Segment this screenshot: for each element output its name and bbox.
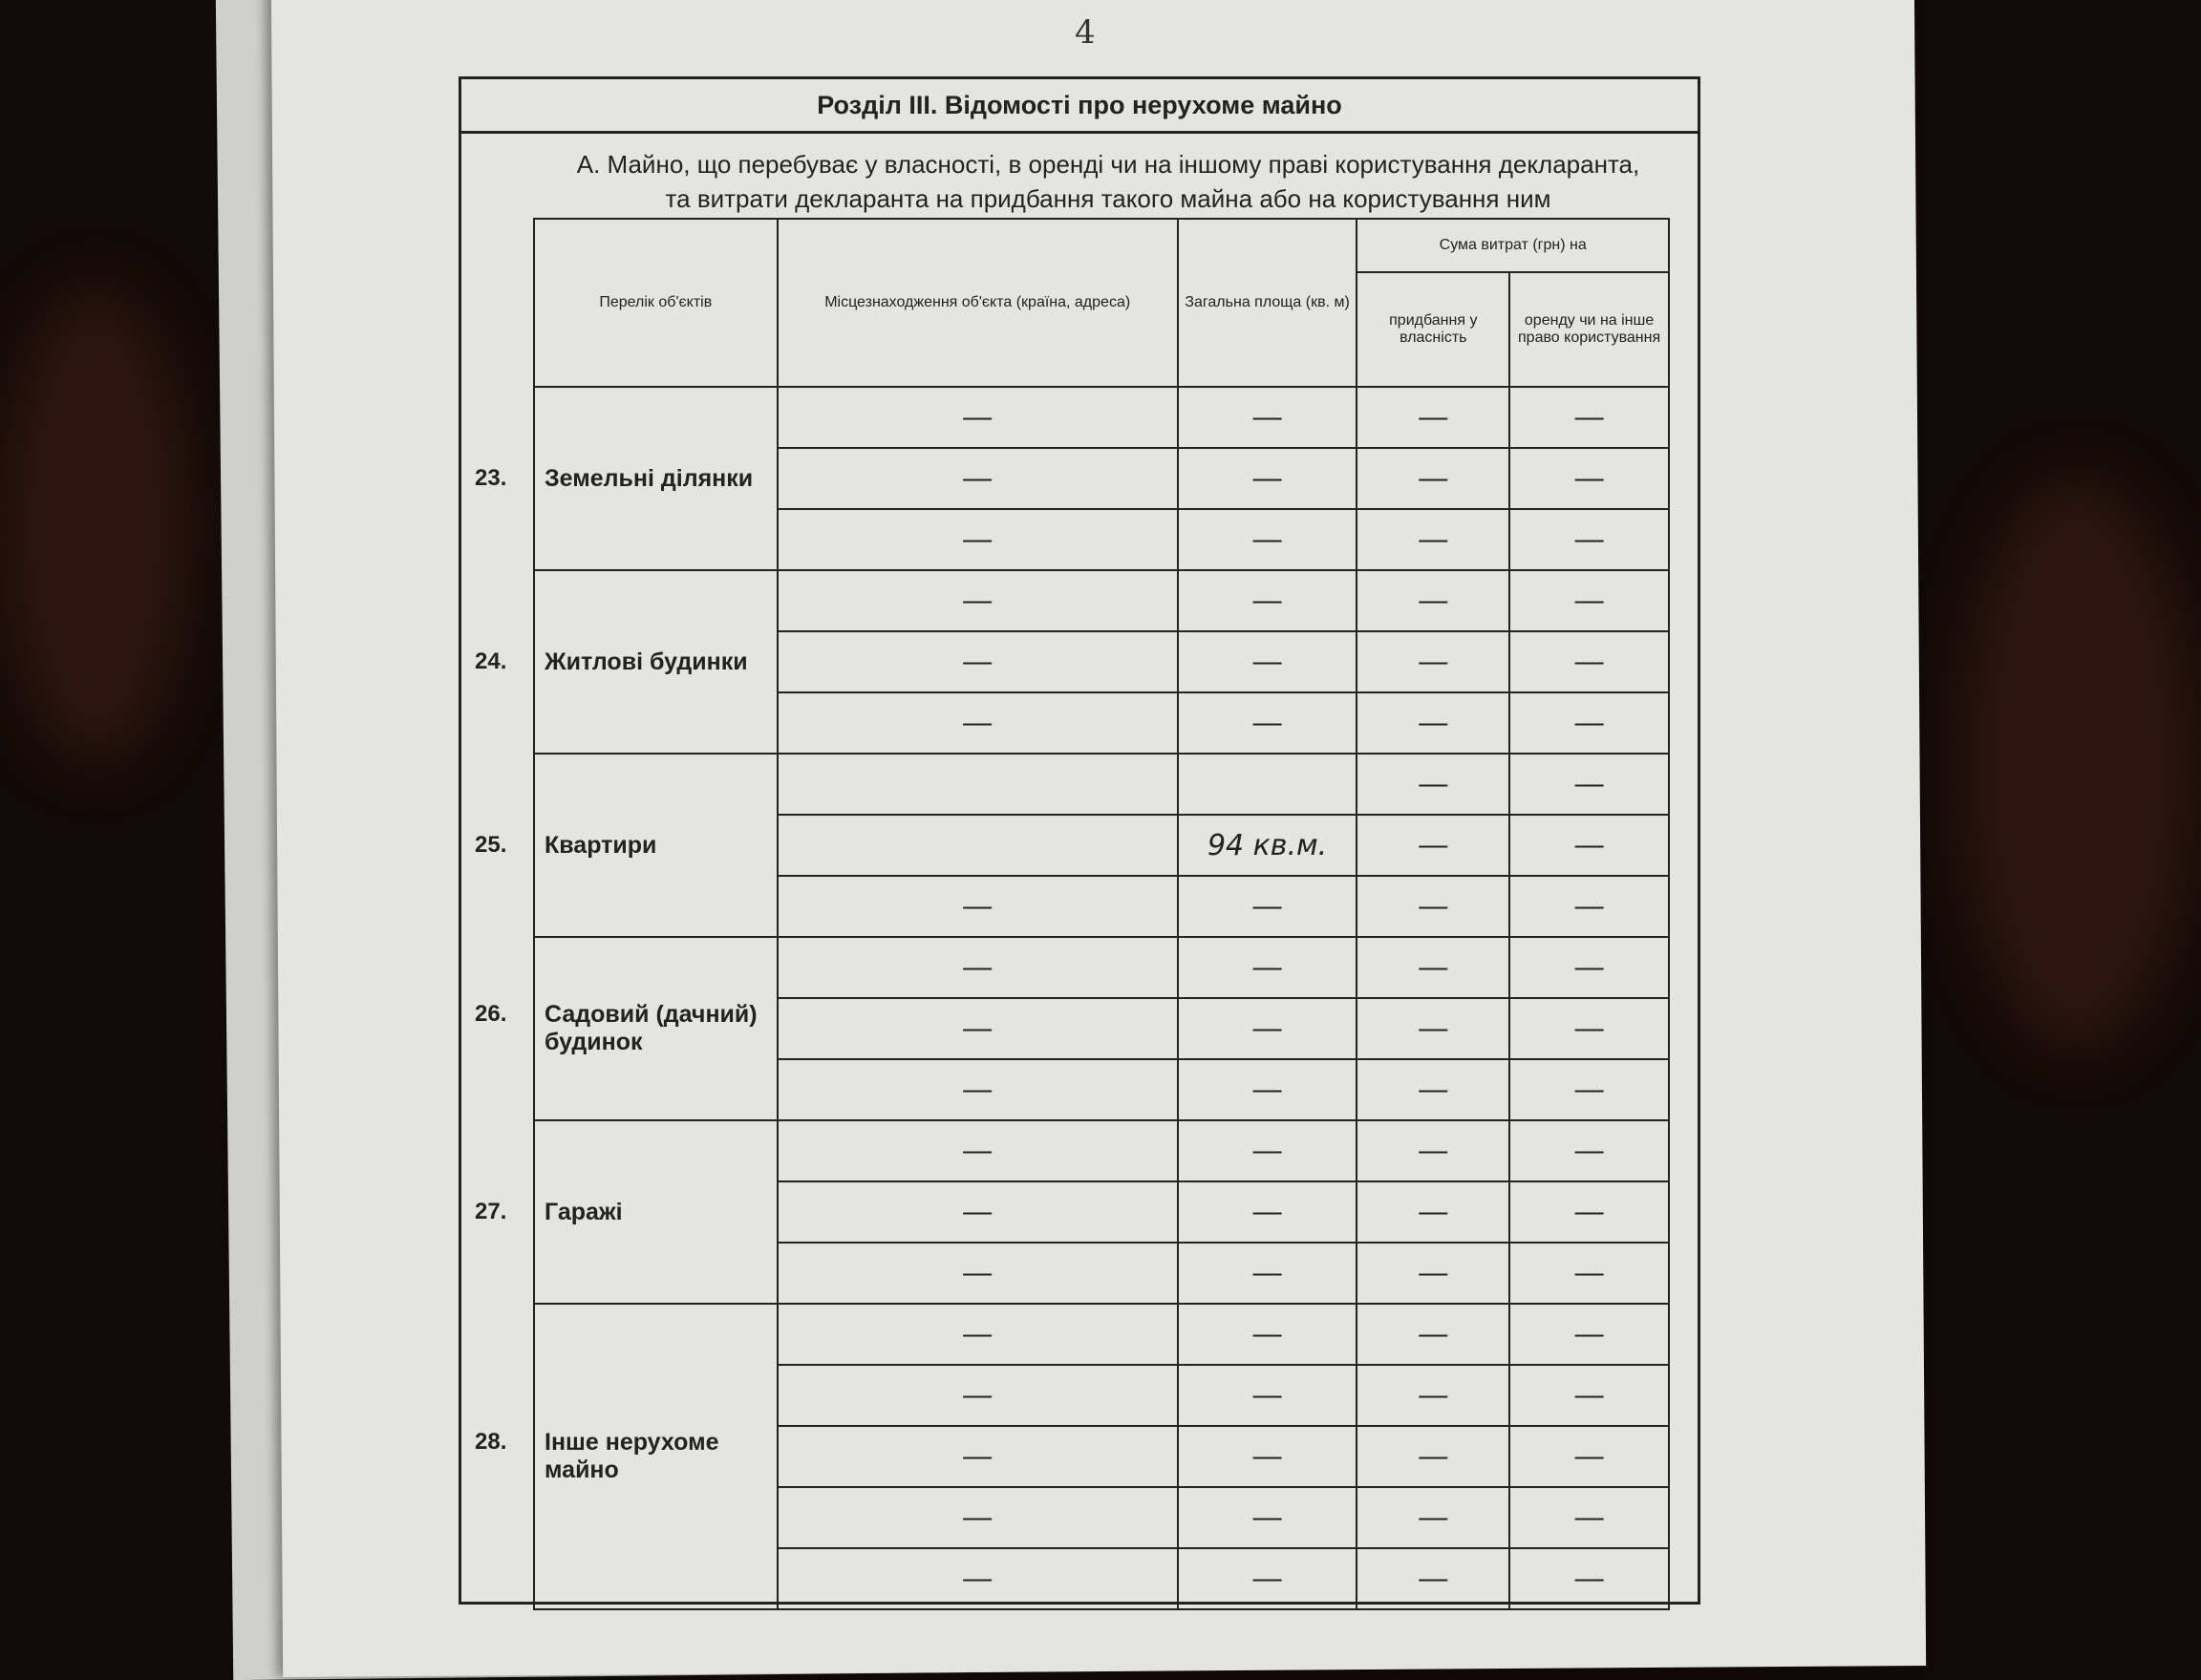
handwritten-dash: — <box>1574 1379 1604 1411</box>
rent-cell <box>1509 631 1669 692</box>
rent-cell <box>1509 387 1669 448</box>
area-cell <box>1178 876 1357 937</box>
handwritten-dash: — <box>963 1501 993 1533</box>
area-cell <box>1178 754 1357 815</box>
rent-cell <box>1509 998 1669 1059</box>
location-cell <box>778 1059 1178 1120</box>
handwritten-dash: — <box>1574 1257 1604 1288</box>
rent-cell <box>1509 1181 1669 1243</box>
subsection-title <box>461 134 1698 216</box>
location-cell <box>778 1426 1178 1487</box>
handwritten-dash: — <box>963 462 993 494</box>
handwritten-dash: — <box>1252 523 1282 555</box>
page-number: 4 <box>1075 13 1096 52</box>
area-cell <box>1178 1487 1357 1548</box>
handwritten-dash: — <box>1419 1074 1448 1105</box>
subsection-title-line1: А. Майно, що перебуває у власності, в оренді чи на іншому праві користування декларанта, <box>576 150 1640 179</box>
handwritten-dash: — <box>1574 768 1604 799</box>
table-row <box>534 937 1669 998</box>
location-cell <box>778 448 1178 509</box>
rent-cell <box>1509 876 1669 937</box>
handwritten-dash: — <box>1419 1501 1448 1533</box>
handwritten-dash: — <box>1574 1196 1604 1227</box>
handwritten-dash: — <box>1574 890 1604 922</box>
header-objects: Перелік об'єктів <box>534 219 778 387</box>
handwritten-dash: — <box>963 401 993 433</box>
handwritten-dash: — <box>1574 1563 1604 1594</box>
handwritten-dash: — <box>1252 1440 1282 1472</box>
handwritten-dash: — <box>1574 1135 1604 1166</box>
category-cell <box>475 387 778 570</box>
area-cell <box>1178 1365 1357 1426</box>
handwritten-dash: — <box>1419 1318 1448 1350</box>
location-cell <box>778 570 1178 631</box>
handwritten-dash: — <box>1419 768 1448 799</box>
location-cell <box>778 754 1178 815</box>
location-cell <box>778 1243 1178 1304</box>
background <box>0 287 191 764</box>
handwritten-dash: — <box>963 1196 993 1227</box>
section-title: Розділ ІІІ. Відомості про нерухоме майно <box>461 79 1698 134</box>
rent-cell <box>1509 1059 1669 1120</box>
handwritten-dash: — <box>963 1318 993 1350</box>
handwritten-dash: — <box>963 707 993 738</box>
header-purchase: придбання у власність <box>1357 272 1509 387</box>
handwritten-dash: — <box>1419 1257 1448 1288</box>
handwritten-dash: — <box>1252 1501 1282 1533</box>
handwritten-dash: — <box>1574 707 1604 738</box>
purchase-cell <box>1357 1304 1509 1365</box>
header-location: Місцезнаходження об'єкта (країна, адреса) <box>778 219 1178 387</box>
rent-cell <box>1509 1426 1669 1487</box>
location-cell <box>778 1548 1178 1609</box>
location-cell <box>778 998 1178 1059</box>
rent-cell <box>1509 1487 1669 1548</box>
handwritten-dash: — <box>963 1074 993 1105</box>
handwritten-dash: — <box>963 1257 993 1288</box>
purchase-cell <box>1357 1365 1509 1426</box>
handwritten-dash: — <box>1252 890 1282 922</box>
category-cell <box>475 570 778 754</box>
handwritten-dash: — <box>1419 1379 1448 1411</box>
rent-cell <box>1509 1120 1669 1181</box>
location-cell <box>778 387 1178 448</box>
handwritten-dash: — <box>1574 1318 1604 1350</box>
rent-cell <box>1509 815 1669 876</box>
area-cell <box>1178 692 1357 754</box>
handwritten-dash: — <box>1252 1257 1282 1288</box>
handwritten-value: 94 кв.м. <box>1207 828 1328 862</box>
area-cell <box>1178 1059 1357 1120</box>
handwritten-dash: — <box>1419 523 1448 555</box>
category-cell <box>475 937 778 1120</box>
handwritten-dash: — <box>1419 1135 1448 1166</box>
area-cell <box>1178 815 1357 876</box>
purchase-cell <box>1357 1426 1509 1487</box>
handwritten-dash: — <box>963 1440 993 1472</box>
area-cell <box>1178 1304 1357 1365</box>
category-number: 27. <box>475 1198 507 1224</box>
purchase-cell <box>1357 631 1509 692</box>
table-row <box>534 754 1669 815</box>
handwritten-dash: — <box>1574 401 1604 433</box>
area-cell <box>1178 509 1357 570</box>
handwritten-dash: — <box>1419 401 1448 433</box>
handwritten-dash: — <box>1574 1501 1604 1533</box>
handwritten-dash: — <box>1252 1135 1282 1166</box>
purchase-cell <box>1357 1548 1509 1609</box>
handwritten-dash: — <box>963 1563 993 1594</box>
area-cell <box>1178 998 1357 1059</box>
category-number: 28. <box>475 1429 507 1455</box>
table-row <box>534 1304 1669 1365</box>
purchase-cell <box>1357 815 1509 876</box>
location-cell <box>778 692 1178 754</box>
header-expenses: Сума витрат (грн) на <box>1357 219 1669 272</box>
category-cell <box>475 1304 778 1609</box>
area-cell <box>1178 570 1357 631</box>
property-table <box>475 218 1670 1610</box>
rent-cell <box>1509 1548 1669 1609</box>
category-label: Житлові будинки <box>545 648 748 675</box>
handwritten-dash: — <box>1419 1012 1448 1044</box>
handwritten-dash: — <box>1574 523 1604 555</box>
category-label: Квартири <box>545 831 657 859</box>
purchase-cell <box>1357 509 1509 570</box>
area-cell <box>1178 1181 1357 1243</box>
purchase-cell <box>1357 1120 1509 1181</box>
area-cell <box>1178 1426 1357 1487</box>
table-body <box>475 387 1669 1609</box>
category-number: 24. <box>475 648 507 674</box>
purchase-cell <box>1357 937 1509 998</box>
handwritten-dash: — <box>1574 1440 1604 1472</box>
purchase-cell <box>1357 754 1509 815</box>
purchase-cell <box>1357 1243 1509 1304</box>
purchase-cell <box>1357 876 1509 937</box>
handwritten-dash: — <box>1252 585 1282 616</box>
handwritten-dash: — <box>1419 829 1448 861</box>
area-cell <box>1178 448 1357 509</box>
area-cell <box>1178 387 1357 448</box>
handwritten-dash: — <box>1574 462 1604 494</box>
location-cell <box>778 815 1178 876</box>
rent-cell <box>1509 937 1669 998</box>
category-label: Земельні ділянки <box>545 464 754 492</box>
purchase-cell <box>1357 570 1509 631</box>
handwritten-dash: — <box>1252 1379 1282 1411</box>
rent-cell <box>1509 1243 1669 1304</box>
table-row <box>534 570 1669 631</box>
handwritten-dash: — <box>1574 829 1604 861</box>
handwritten-dash: — <box>1252 707 1282 738</box>
handwritten-dash: — <box>963 1012 993 1044</box>
handwritten-dash: — <box>1419 1196 1448 1227</box>
handwritten-dash: — <box>963 1135 993 1166</box>
rent-cell <box>1509 692 1669 754</box>
rent-cell <box>1509 570 1669 631</box>
handwritten-dash: — <box>963 890 993 922</box>
handwritten-dash: — <box>963 585 993 616</box>
handwritten-dash: — <box>1252 646 1282 677</box>
location-cell <box>778 1304 1178 1365</box>
handwritten-dash: — <box>1252 1196 1282 1227</box>
handwritten-dash: — <box>1252 401 1282 433</box>
rent-cell <box>1509 1365 1669 1426</box>
handwritten-dash: — <box>1574 646 1604 677</box>
location-cell <box>778 1487 1178 1548</box>
header-area: Загальна площа (кв. м) <box>1178 219 1357 387</box>
location-cell <box>778 1181 1178 1243</box>
handwritten-dash: — <box>963 951 993 983</box>
category-number: 26. <box>475 1001 507 1027</box>
header-rent: оренду чи на інше право користування <box>1509 272 1669 387</box>
purchase-cell <box>1357 448 1509 509</box>
handwritten-dash: — <box>1252 1563 1282 1594</box>
rent-cell <box>1509 754 1669 815</box>
area-cell <box>1178 631 1357 692</box>
category-cell <box>475 754 778 937</box>
handwritten-dash: — <box>963 1379 993 1411</box>
handwritten-dash: — <box>1574 951 1604 983</box>
rent-cell <box>1509 509 1669 570</box>
location-cell <box>778 631 1178 692</box>
location-cell <box>778 509 1178 570</box>
purchase-cell <box>1357 692 1509 754</box>
handwritten-dash: — <box>1574 585 1604 616</box>
handwritten-dash: — <box>1419 462 1448 494</box>
handwritten-dash: — <box>1574 1074 1604 1105</box>
area-cell <box>1178 1243 1357 1304</box>
table-row <box>534 387 1669 448</box>
purchase-cell <box>1357 387 1509 448</box>
handwritten-dash: — <box>1252 1012 1282 1044</box>
handwritten-dash: — <box>1252 462 1282 494</box>
category-number: 25. <box>475 831 507 858</box>
section-frame <box>459 76 1700 1605</box>
location-cell <box>778 937 1178 998</box>
handwritten-dash: — <box>1419 951 1448 983</box>
purchase-cell <box>1357 998 1509 1059</box>
handwritten-dash: — <box>1252 1074 1282 1105</box>
handwritten-dash: — <box>963 523 993 555</box>
rent-cell <box>1509 448 1669 509</box>
handwritten-dash: — <box>1419 585 1448 616</box>
rent-cell <box>1509 1304 1669 1365</box>
subsection-title-line2: та витрати декларанта на придбання такого майна або на користування ним <box>665 184 1551 213</box>
area-cell <box>1178 937 1357 998</box>
handwritten-dash: — <box>1419 646 1448 677</box>
purchase-cell <box>1357 1181 1509 1243</box>
handwritten-dash: — <box>1252 1318 1282 1350</box>
category-cell <box>475 1120 778 1304</box>
handwritten-dash: — <box>1419 1563 1448 1594</box>
handwritten-dash: — <box>1574 1012 1604 1044</box>
location-cell <box>778 1120 1178 1181</box>
area-cell <box>1178 1120 1357 1181</box>
handwritten-dash: — <box>963 646 993 677</box>
purchase-cell <box>1357 1487 1509 1548</box>
category-label: Інше нерухоме майно <box>545 1429 719 1483</box>
category-label: Садовий (дачний) будинок <box>545 1001 758 1055</box>
purchase-cell <box>1357 1059 1509 1120</box>
area-cell <box>1178 1548 1357 1609</box>
handwritten-dash: — <box>1419 707 1448 738</box>
category-number: 23. <box>475 464 507 491</box>
handwritten-dash: — <box>1419 890 1448 922</box>
location-cell <box>778 1365 1178 1426</box>
handwritten-dash: — <box>1419 1440 1448 1472</box>
location-cell <box>778 876 1178 937</box>
table-row <box>534 1120 1669 1181</box>
handwritten-dash: — <box>1252 951 1282 983</box>
background <box>1958 478 2197 1051</box>
category-label: Гаражі <box>545 1198 623 1225</box>
